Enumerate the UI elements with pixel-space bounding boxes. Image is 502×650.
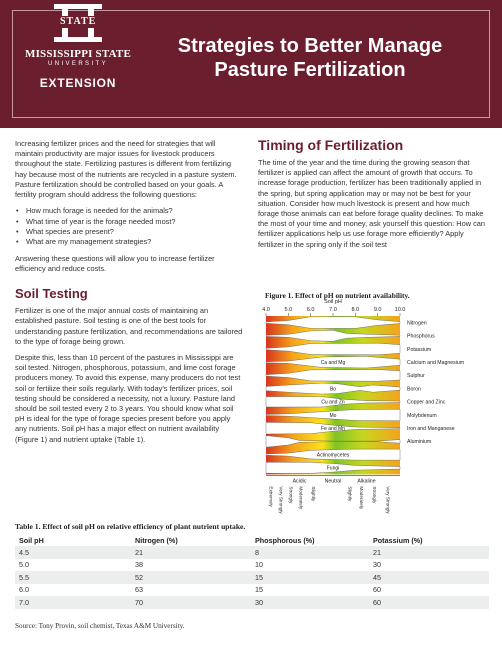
nutrient-label: Aluminium bbox=[407, 439, 432, 446]
intro-closing: Answering these questions will allow you to increase fertilizer efficiency and reduce costs. bbox=[15, 253, 215, 274]
list-item: • What are my management strategies? bbox=[15, 237, 243, 247]
table-cell: 60 bbox=[373, 585, 381, 595]
nutrient-label: Potassium bbox=[407, 346, 432, 353]
logo-university: UNIVERSITY bbox=[47, 61, 108, 67]
nutrient-label: Copper and Zinc bbox=[407, 399, 446, 406]
logo-name: MISSISSIPPI STATE bbox=[24, 48, 131, 60]
right-column bbox=[258, 137, 490, 250]
nutrient-label: Boron bbox=[407, 386, 421, 393]
axis-title: Soil pH bbox=[324, 299, 342, 305]
list-item: • What time of year is the forage needed most? bbox=[15, 217, 243, 227]
table-cell: 7.0 bbox=[15, 596, 131, 609]
column-header: Soil pH bbox=[19, 535, 44, 545]
soil-testing-paragraph-2: Despite this, less than 10 percent of the pastures in Mississippi are soil tested. Nitrogen, phosphorous, potassium, and lime cost forage producers money. To avoid this expense, many producers do not test soil or fertilize their soils regularly. With today's fertilizer prices, soil testing should be considered a necessity, not a luxury. Pasture land should be soil tested every 2 to 3 years. You should know what soil pH is ideal for the type of forage species present before you apply any nutrients. Soil pH has a major effect on nutrient availability (Figure 1) and nutrient uptake (Table 1). bbox=[15, 353, 241, 444]
table-cell: 30 bbox=[251, 596, 369, 609]
table-caption: Table 1. Effect of soil pH on relative efficiency of plant nutrient uptake. bbox=[15, 522, 246, 531]
region-label: Alkaline bbox=[357, 478, 376, 485]
qualifier-label: Moderately bbox=[358, 486, 364, 510]
nutrient-label: Nitrogen bbox=[407, 320, 427, 327]
tick-label: 4.0 bbox=[262, 307, 270, 313]
soil-testing-heading: Soil Testing bbox=[15, 286, 88, 302]
nutrient-label: Iron and Manganese bbox=[407, 426, 455, 432]
table-cell: 30 bbox=[373, 560, 381, 570]
qualifier-label: Very Strongly bbox=[278, 486, 284, 514]
qualifier-label: Very Strongly bbox=[385, 486, 391, 514]
column-header: Phosphorous (%) bbox=[255, 535, 315, 545]
region-label: Acidic bbox=[292, 478, 307, 485]
list-item: • How much forage is needed for the animals? bbox=[15, 206, 243, 216]
table-cell: 4.5 bbox=[15, 546, 131, 559]
table-cell: 70 bbox=[131, 596, 251, 609]
qualifier-label: Slightly bbox=[347, 486, 353, 502]
table-cell: 45 bbox=[369, 571, 489, 584]
figure-caption: Figure 1. Effect of pH on nutrient availability. bbox=[265, 291, 410, 300]
table-cell: 60 bbox=[369, 596, 489, 609]
band-label: Ca and Mg bbox=[320, 360, 346, 366]
soil-testing-paragraph-1: Fertilizer is one of the major annual costs of maintaining an established pasture. Soil testing is one of the best tools for understanding pasture fertilization, and recommendations are tailored to the type of forage being grown. bbox=[15, 306, 243, 346]
table-row bbox=[15, 559, 489, 572]
band-label: Mo bbox=[329, 412, 337, 419]
nutrient-label: Sulphur bbox=[407, 373, 425, 380]
band-label: Cu and Zn bbox=[321, 399, 345, 406]
ph-nutrient-chart bbox=[262, 298, 488, 516]
table-row bbox=[15, 546, 489, 559]
table-header-row bbox=[15, 534, 489, 546]
band-label: Actinomycetes bbox=[316, 452, 350, 459]
tick-label: 10.0 bbox=[394, 307, 406, 313]
band-label: Fe and Mn bbox=[321, 426, 345, 432]
table-cell: 15 bbox=[255, 585, 263, 595]
intro-paragraph: Increasing fertilizer prices and the need for strategies that will maintain productivity are major issues for livestock producers throughout the state. Fertilizing pastures is different from fertilizing hay because most of the nutrients are recycled in a pasture system. Pasture fertilization should be controlled based on your goals. A fertility program should address the following questions: bbox=[15, 139, 237, 200]
table-cell: 15 bbox=[251, 571, 369, 584]
timing-heading: Timing of Fertilization bbox=[258, 137, 404, 153]
table-row bbox=[15, 596, 489, 609]
left-column bbox=[15, 139, 243, 445]
nutrient-label: Phosphorus bbox=[407, 333, 435, 340]
band-label: Bo bbox=[329, 386, 337, 393]
table-row bbox=[15, 571, 489, 584]
region-label: Neutral bbox=[324, 478, 342, 485]
nutrient-uptake-table bbox=[15, 534, 489, 609]
qualifier-label: Strongly bbox=[288, 486, 294, 504]
header-banner bbox=[0, 0, 502, 128]
table-cell: 21 bbox=[369, 546, 489, 559]
table-cell: 8 bbox=[251, 546, 369, 559]
qualifier-label: Extremely bbox=[268, 486, 274, 507]
qualifier-label: Strongly bbox=[372, 486, 378, 504]
tick-label: 8.0 bbox=[351, 307, 360, 313]
title-line-2: Pasture Fertilization bbox=[214, 59, 406, 81]
tick-label: 6.0 bbox=[306, 307, 315, 313]
title-line-1: Strategies to Better Manage bbox=[177, 35, 443, 57]
tick-label: 9.0 bbox=[373, 307, 382, 313]
table-cell: 21 bbox=[131, 546, 251, 559]
questions-list bbox=[15, 206, 243, 248]
nutrient-label: Molybdenum bbox=[407, 412, 437, 419]
table-cell: 38 bbox=[135, 560, 143, 570]
column-header: Potassium (%) bbox=[373, 535, 423, 545]
tick-label: 7.0 bbox=[329, 307, 337, 313]
table-row bbox=[15, 584, 489, 597]
table-cell: 52 bbox=[131, 571, 251, 584]
band-label: Fungi bbox=[326, 465, 340, 472]
logo-mark-text: STATE bbox=[60, 16, 97, 27]
msu-logo-icon bbox=[54, 4, 102, 42]
logo-extension: EXTENSION bbox=[39, 76, 117, 90]
qualifier-label: Moderately bbox=[298, 486, 304, 510]
table-cell: 5.0 bbox=[19, 560, 29, 570]
msu-extension-logo bbox=[22, 4, 134, 102]
column-header: Nitrogen (%) bbox=[135, 535, 178, 545]
qualifier-label: Slightly bbox=[310, 486, 316, 502]
list-item: • What species are present? bbox=[15, 227, 243, 237]
table-cell: 5.5 bbox=[15, 571, 131, 584]
table-cell: 6.0 bbox=[19, 585, 29, 595]
nutrient-label: Calcium and Magnesium bbox=[407, 360, 465, 366]
table-source: Source: Tony Provin, soil chemist, Texas A&M University. bbox=[15, 622, 185, 630]
table-cell: 10 bbox=[255, 560, 263, 570]
tick-label: 5.0 bbox=[284, 307, 293, 313]
timing-paragraph: The time of the year and the time during the growing season that fertilizer is applied can affect the amount of growth that occurs. To increase forage production, fertilizer has been traditionally applied in the spring, but spring application may or may not be best for your situation. Consider how much livestock is present and how much forage those animals can eat before forage quality declines. To make the most of your time and money, ask yourself this question: How can fertilizer applications help us use forage more efficiently? Apply fertilizer in the spring only if the soil test bbox=[258, 158, 486, 249]
table-cell: 63 bbox=[135, 585, 143, 595]
page-title bbox=[160, 34, 460, 82]
